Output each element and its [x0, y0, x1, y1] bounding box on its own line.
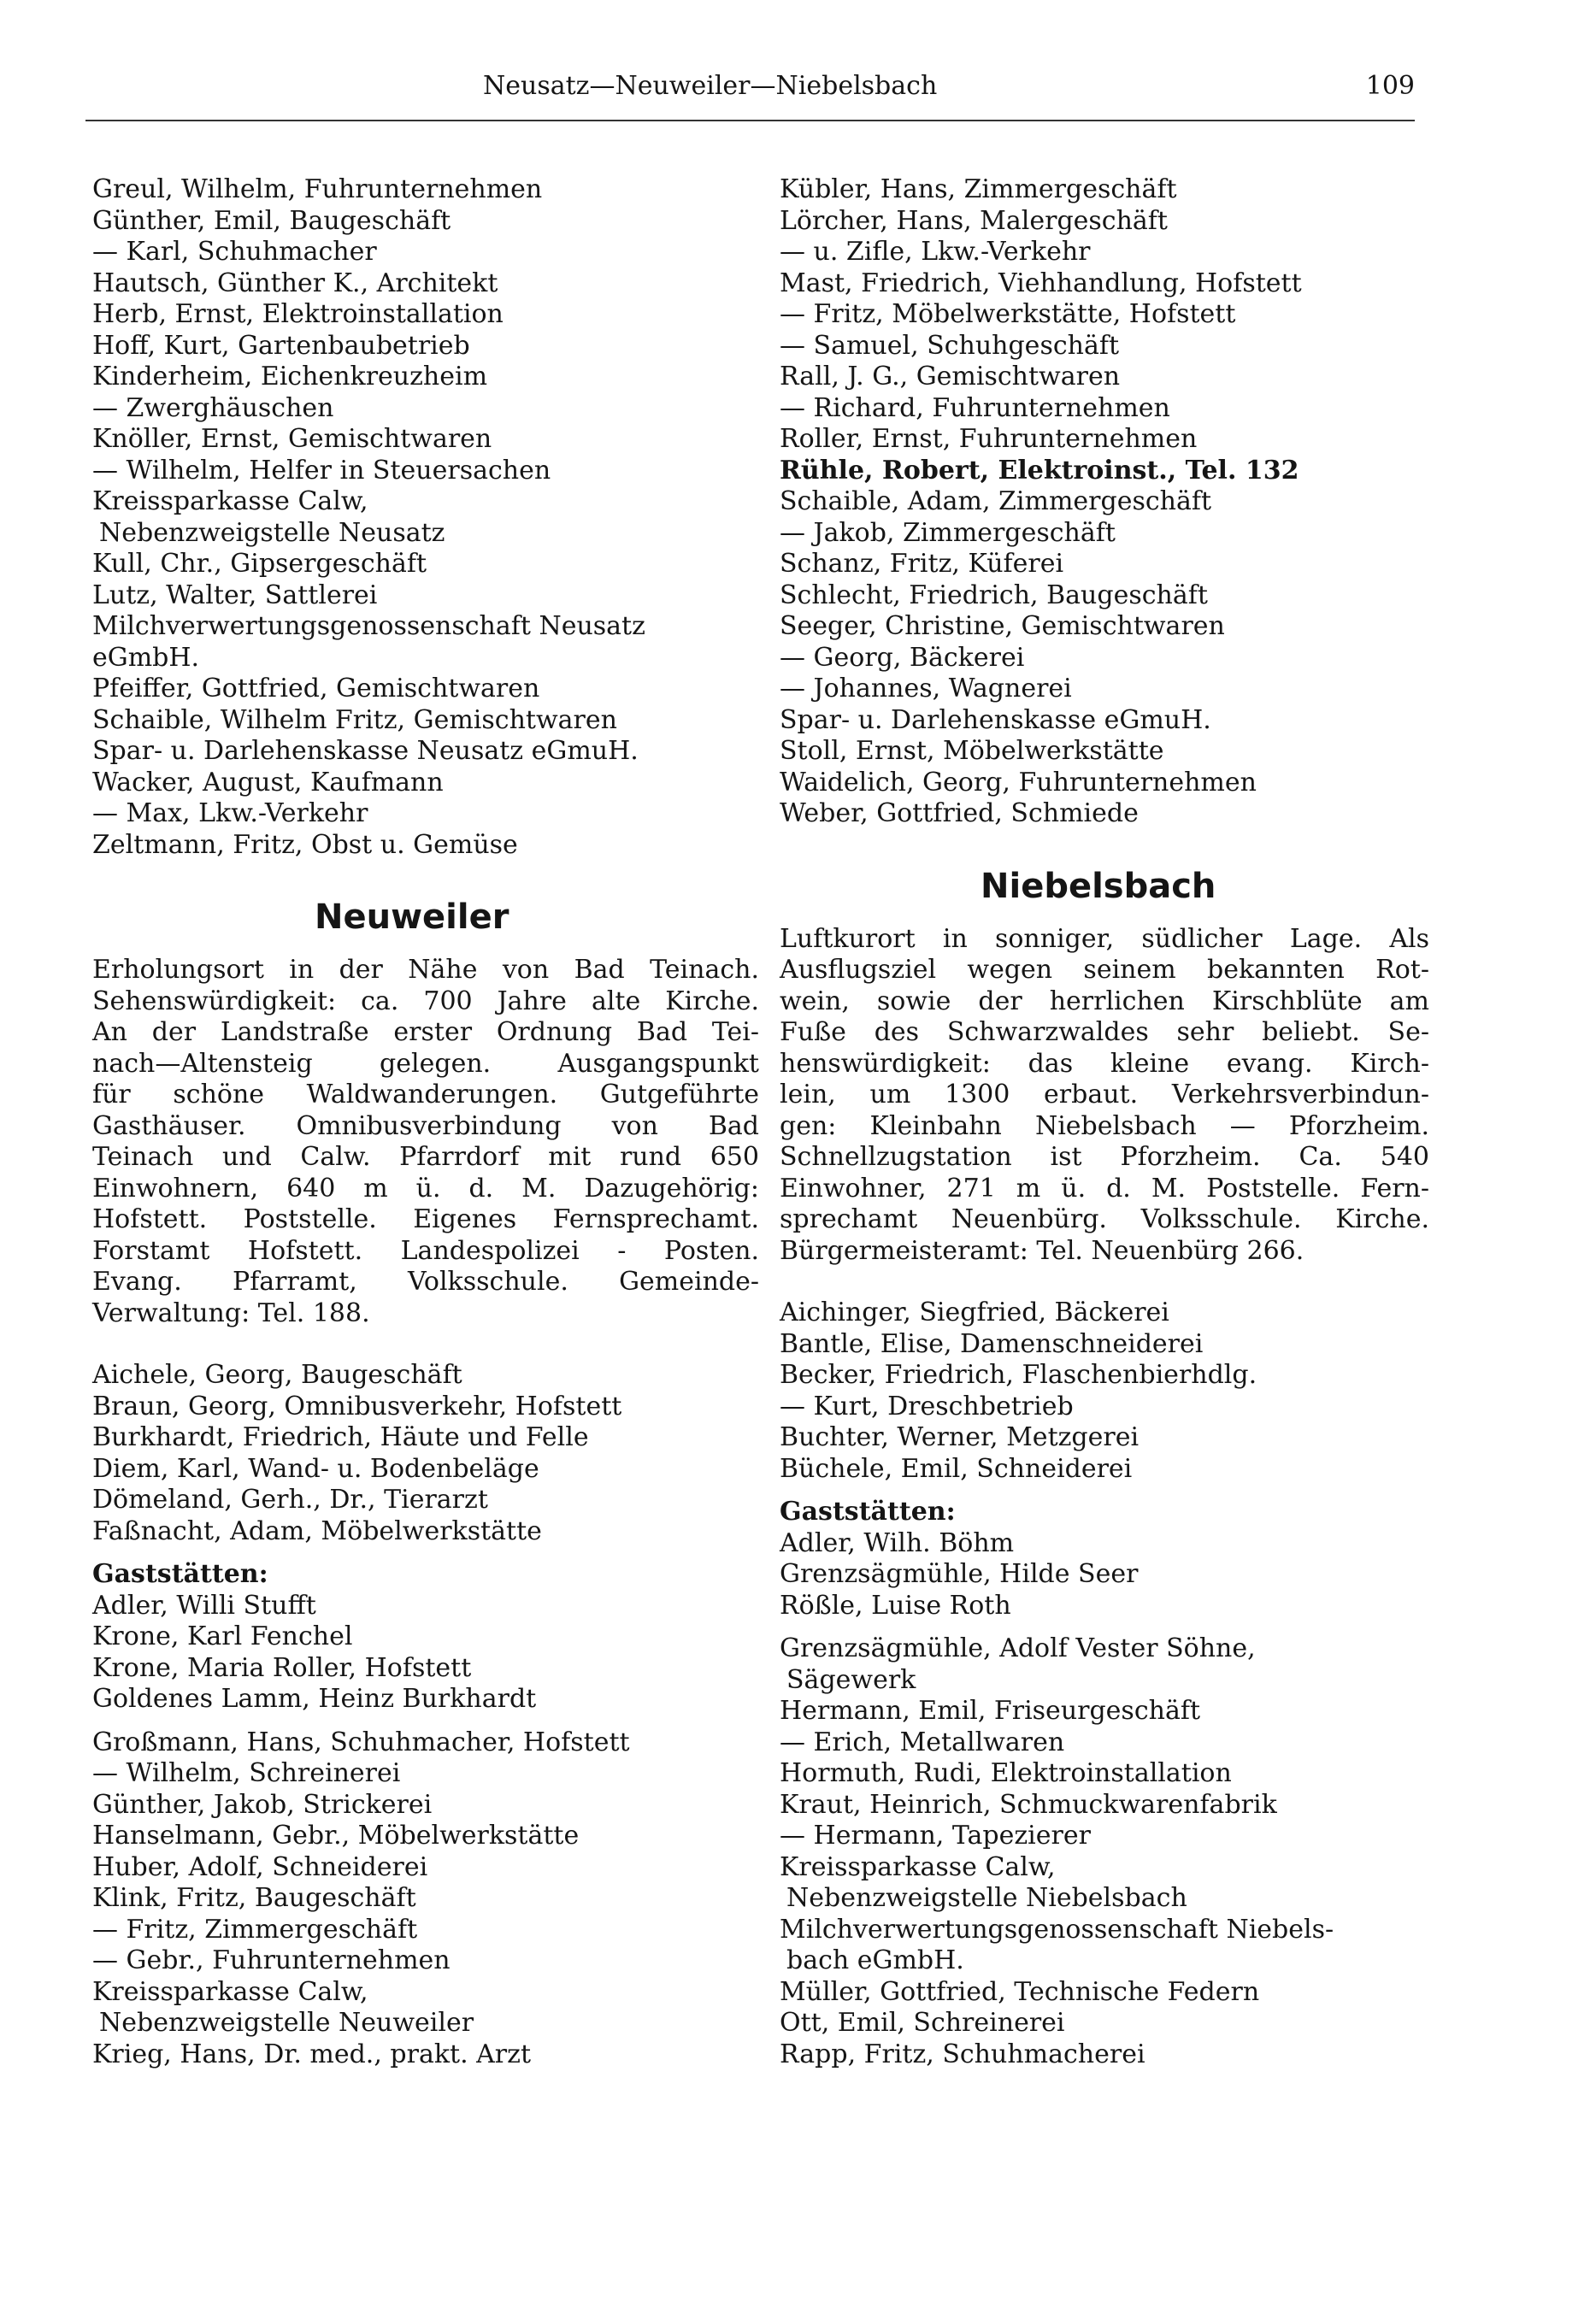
- list-item: Stoll, Ernst, Möbelwerkstätte: [780, 736, 1164, 766]
- gaststaetten-label: Gaststätten:: [92, 1559, 268, 1589]
- list-item: Weber, Gottfried, Schmiede: [780, 798, 1139, 828]
- section-heading-niebelsbach: Niebelsbach: [981, 866, 1216, 906]
- list-item: Seeger, Christine, Gemischtwaren: [780, 611, 1225, 641]
- list-item: — Gebr., Fuhrunternehmen: [92, 1945, 451, 1975]
- section-heading-neuweiler: Neuweiler: [315, 897, 509, 937]
- list-item: Spar- u. Darlehenskasse eGmuH.: [780, 704, 1211, 735]
- list-item: Schaible, Wilhelm Fritz, Gemischtwaren: [92, 704, 617, 735]
- list-item: Buchter, Werner, Metzgerei: [780, 1422, 1140, 1452]
- neuweiler-description: [92, 955, 759, 1329]
- paragraph-line: für schöne Waldwanderungen. Gutgeführte: [92, 1080, 759, 1109]
- paragraph-line: An der Landstraße erster Ordnung Bad Tei-: [92, 1017, 759, 1047]
- list-item: Aichinger, Siegfried, Bäckerei: [780, 1298, 1169, 1327]
- paragraph-line: nach—Altensteig gelegen. Ausgangspunkt: [92, 1048, 759, 1079]
- paragraph-line: henswürdigkeit: das kleine evang. Kirch-: [780, 1048, 1429, 1079]
- paragraph-line: Teinach und Calw. Pfarrdorf mit rund 650: [92, 1142, 759, 1172]
- paragraph-line: Ausflugsziel wegen seinem bekannten Rot-: [780, 955, 1429, 985]
- list-item: Kreissparkasse Calw,: [92, 486, 368, 516]
- paragraph-line: Fuße des Schwarzwaldes sehr beliebt. Se-: [780, 1017, 1429, 1047]
- list-item: — Samuel, Schuhgeschäft: [780, 330, 1120, 361]
- paragraph-line: Schnellzugstation ist Pforzheim. Ca. 540: [780, 1142, 1429, 1172]
- list-item: — Richard, Fuhrunternehmen: [780, 392, 1170, 423]
- neusatz-list-right: [780, 174, 1429, 830]
- running-title: Neusatz—Neuweiler—Niebelsbach: [483, 71, 938, 101]
- paragraph-line: gen: Kleinbahn Niebelsbach — Pforzheim.: [780, 1110, 1429, 1141]
- list-item: — Hermann, Tapezierer: [780, 1821, 1091, 1851]
- list-item: Rapp, Fritz, Schuhmacherei: [780, 2039, 1145, 2069]
- paragraph-line: Sehenswürdigkeit: ca. 700 Jahre alte Kirche.: [92, 986, 759, 1016]
- header-rule: [85, 120, 1415, 121]
- list-item: Zeltmann, Fritz, Obst u. Gemüse: [92, 829, 518, 860]
- list-item: Milchverwertungsgenossenschaft Neusatz: [92, 611, 645, 641]
- list-item: Goldenes Lamm, Heinz Burkhardt: [92, 1684, 537, 1714]
- list-item: Sägewerk: [786, 1664, 916, 1695]
- paragraph-line: Einwohnern, 640 m ü. d. M. Dazugehörig:: [92, 1173, 759, 1203]
- list-item: Herb, Ernst, Elektroinstallation: [92, 299, 504, 329]
- list-item: Dömeland, Gerh., Dr., Tierarzt: [92, 1485, 488, 1515]
- list-item: Braun, Georg, Omnibusverkehr, Hofstett: [92, 1391, 622, 1421]
- list-item: Lörcher, Hans, Malergeschäft: [780, 205, 1168, 236]
- list-item: Roller, Ernst, Fuhrunternehmen: [780, 424, 1198, 454]
- list-item: Günther, Jakob, Strickerei: [92, 1789, 433, 1820]
- paragraph-line: sprechamt Neuenbürg. Volksschule. Kirche.: [780, 1204, 1429, 1234]
- neusatz-list-left: [92, 174, 759, 861]
- paragraph-line: Bürgermeisteramt: Tel. Neuenbürg 266.: [780, 1235, 1304, 1266]
- list-item: — Georg, Bäckerei: [780, 642, 1025, 673]
- list-item: Spar- u. Darlehenskasse Neusatz eGmuH.: [92, 736, 639, 766]
- neuweiler-list-a: [92, 1360, 759, 1547]
- paragraph-line: Evang. Pfarramt, Volksschule. Gemeinde-: [92, 1267, 759, 1297]
- list-item: Hormuth, Rudi, Elektroinstallation: [780, 1758, 1232, 1788]
- niebelsbach-description: [780, 924, 1429, 1268]
- list-item: Grenzsägmühle, Adolf Vester Söhne,: [780, 1633, 1256, 1663]
- list-item: Rall, J. G., Gemischtwaren: [780, 362, 1121, 391]
- list-item: Mast, Friedrich, Viehhandlung, Hofstett: [780, 268, 1302, 298]
- list-item: Büchele, Emil, Schneiderei: [780, 1453, 1133, 1484]
- niebelsbach-list-b: [780, 1633, 1429, 2070]
- neuweiler-gaststaetten-list: [92, 1591, 759, 1715]
- list-item: Hoff, Kurt, Gartenbaubetrieb: [92, 330, 470, 361]
- list-item: Rößle, Luise Roth: [780, 1590, 1011, 1621]
- list-item: Nebenzweigstelle Niebelsbach: [786, 1883, 1187, 1913]
- list-item: — Karl, Schuhmacher: [92, 237, 377, 267]
- list-item: Adler, Wilh. Böhm: [780, 1527, 1015, 1558]
- list-item: Milchverwertungsgenossenschaft Niebels-: [780, 1914, 1334, 1945]
- list-item: Kübler, Hans, Zimmergeschäft: [780, 174, 1177, 204]
- list-item: Diem, Karl, Wand- u. Bodenbeläge: [92, 1453, 539, 1484]
- list-item: Schaible, Adam, Zimmergeschäft: [780, 486, 1212, 516]
- list-item: Kreissparkasse Calw,: [780, 1851, 1056, 1882]
- list-item: — Wilhelm, Helfer in Steuersachen: [92, 455, 551, 486]
- list-item: Hautsch, Günther K., Architekt: [92, 268, 498, 298]
- paragraph-line: Verwaltung: Tel. 188.: [92, 1298, 370, 1328]
- list-item: Schlecht, Friedrich, Baugeschäft: [780, 580, 1208, 610]
- list-item: — Kurt, Dreschbetrieb: [780, 1391, 1074, 1421]
- list-item: Kull, Chr., Gipsergeschäft: [92, 549, 427, 579]
- list-item: Aichele, Georg, Baugeschäft: [92, 1360, 462, 1390]
- list-item: Krone, Karl Fenchel: [92, 1621, 353, 1651]
- list-item: bach eGmbH.: [786, 1945, 964, 1975]
- highlighted-entry: Rühle, Robert, Elektroinst., Tel. 132: [780, 455, 1299, 486]
- list-item: Schanz, Fritz, Küferei: [780, 549, 1064, 579]
- paragraph-line: Einwohner, 271 m ü. d. M. Poststelle. Fern-: [780, 1173, 1429, 1203]
- list-item: Huber, Adolf, Schneiderei: [92, 1851, 428, 1882]
- list-item: eGmbH.: [92, 642, 200, 673]
- list-item: Wacker, August, Kaufmann: [92, 767, 444, 797]
- list-item: Kraut, Heinrich, Schmuckwarenfabrik: [780, 1789, 1277, 1820]
- list-item: Becker, Friedrich, Flaschenbierhdlg.: [780, 1360, 1257, 1390]
- gaststaetten-label: Gaststätten:: [780, 1497, 956, 1527]
- paragraph-line: Hofstett. Poststelle. Eigenes Fernsprechamt.: [92, 1204, 759, 1234]
- list-item: Burkhardt, Friedrich, Häute und Felle: [92, 1422, 589, 1452]
- list-item: Grenzsägmühle, Hilde Seer: [780, 1559, 1139, 1589]
- list-item: — Fritz, Möbelwerkstätte, Hofstett: [780, 299, 1236, 329]
- list-item: Bantle, Elise, Damenschneiderei: [780, 1328, 1204, 1359]
- niebelsbach-list-a: [780, 1298, 1429, 1485]
- list-item: Müller, Gottfried, Technische Federn: [780, 1976, 1260, 2007]
- list-item: Ott, Emil, Schreinerei: [780, 2008, 1065, 2038]
- page-header: [85, 67, 1415, 106]
- paragraph-line: Gasthäuser. Omnibusverbindung von Bad: [92, 1110, 759, 1141]
- list-item: Hanselmann, Gebr., Möbelwerkstätte: [92, 1821, 580, 1851]
- list-item: Kinderheim, Eichenkreuzheim: [92, 362, 488, 391]
- paragraph-line: wein, sowie der herrlichen Kirschblüte am: [780, 986, 1429, 1016]
- list-item: Großmann, Hans, Schuhmacher, Hofstett: [92, 1727, 630, 1757]
- neuweiler-list-b: [92, 1727, 759, 2071]
- right-column: [780, 174, 1429, 2070]
- list-item: Kreissparkasse Calw,: [92, 1976, 368, 2007]
- list-item: Waidelich, Georg, Fuhrunternehmen: [780, 767, 1257, 797]
- list-item: — Fritz, Zimmergeschäft: [92, 1914, 418, 1945]
- page-number: 109: [1365, 71, 1415, 101]
- list-item: Nebenzweigstelle Neuweiler: [99, 2008, 474, 2038]
- list-item: Adler, Willi Stufft: [92, 1590, 316, 1621]
- list-item: Hermann, Emil, Friseurgeschäft: [780, 1696, 1200, 1726]
- list-item: Pfeiffer, Gottfried, Gemischtwaren: [92, 674, 540, 703]
- list-item: — Max, Lkw.-Verkehr: [92, 798, 368, 828]
- list-item: Knöller, Ernst, Gemischtwaren: [92, 424, 492, 454]
- list-item: Nebenzweigstelle Neusatz: [99, 517, 445, 548]
- list-item: Lutz, Walter, Sattlerei: [92, 580, 378, 610]
- paragraph-line: lein, um 1300 erbaut. Verkehrsverbindun-: [780, 1080, 1429, 1109]
- list-item: — Jakob, Zimmergeschäft: [780, 517, 1116, 548]
- list-item: — Erich, Metallwaren: [780, 1727, 1065, 1757]
- list-item: Faßnacht, Adam, Möbelwerkstätte: [92, 1515, 542, 1546]
- left-column: [92, 174, 759, 2070]
- list-item: Krone, Maria Roller, Hofstett: [92, 1652, 472, 1683]
- list-item: — Wilhelm, Schreinerei: [92, 1758, 401, 1788]
- list-item: Günther, Emil, Baugeschäft: [92, 205, 451, 236]
- paragraph-line: Erholungsort in der Nähe von Bad Teinach.: [92, 955, 759, 985]
- list-item: — Johannes, Wagnerei: [780, 674, 1072, 703]
- list-item: Krieg, Hans, Dr. med., prakt. Arzt: [92, 2039, 532, 2069]
- list-item: Klink, Fritz, Baugeschäft: [92, 1883, 416, 1913]
- paragraph-line: Forstamt Hofstett. Landespolizei - Posten.: [92, 1235, 759, 1266]
- niebelsbach-gaststaetten-list: [780, 1528, 1429, 1622]
- paragraph-line: Luftkurort in sonniger, südlicher Lage. Als: [780, 923, 1429, 954]
- list-item: — Zwerghäuschen: [92, 392, 334, 423]
- list-item: Greul, Wilhelm, Fuhrunternehmen: [92, 174, 543, 204]
- list-item: — u. Zifle, Lkw.-Verkehr: [780, 237, 1091, 267]
